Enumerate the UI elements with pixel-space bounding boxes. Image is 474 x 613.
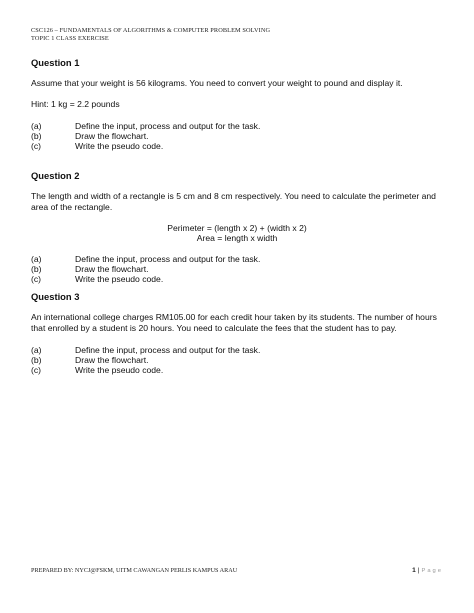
task-item — [31, 254, 443, 264]
task-label: (a) — [31, 253, 42, 264]
task-text: Write the pseudo code. — [75, 365, 164, 376]
task-item — [31, 141, 443, 151]
task-label: (a) — [31, 120, 42, 131]
question-2-tasks — [31, 254, 443, 285]
question-2-section — [31, 170, 443, 285]
task-label: (c) — [31, 274, 42, 285]
task-text: Write the pseudo code. — [75, 141, 164, 152]
question-3-text: An international college charges RM105.00 for each credit hour taken by its students. The number of hours that enrolled by a student is 20 hours. You need to calculate the fees that the student has to pay. — [31, 312, 437, 334]
task-text: Write the pseudo code. — [75, 274, 164, 285]
area-formula: Area = length x width — [196, 233, 278, 244]
task-text: Define the input, process and output for the task. — [75, 253, 261, 264]
task-label: (c) — [31, 365, 42, 376]
task-text: Define the input, process and output for the task. — [75, 120, 261, 131]
formula-block — [31, 223, 443, 244]
question-2-text: The length and width of a rectangle is 5 cm and 8 cm respectively. You need to calculate the perimeter and area of the rectangle. — [31, 191, 436, 213]
page-separator: | — [417, 567, 420, 574]
task-text: Draw the flowchart. — [75, 355, 149, 366]
question-1-section — [31, 57, 443, 152]
exercise-title: TOPIC 1 CLASS EXERCISE — [31, 35, 109, 42]
question-1-tasks — [31, 121, 443, 152]
question-3-title: Question 3 — [31, 291, 80, 302]
task-text: Define the input, process and output for the task. — [75, 344, 261, 355]
task-item — [31, 355, 443, 365]
task-label: (c) — [31, 141, 42, 152]
task-label: (b) — [31, 131, 42, 142]
question-3-tasks — [31, 345, 443, 376]
question-1-text: Assume that your weight is 56 kilograms. You need to convert your weight to pound and display it. — [31, 78, 403, 89]
page-indicator — [412, 567, 443, 574]
task-item — [31, 131, 443, 141]
page-number: 1 — [412, 567, 416, 574]
task-item — [31, 274, 443, 284]
question-3-section — [31, 291, 443, 376]
page-word: Page — [421, 568, 443, 574]
task-item — [31, 345, 443, 355]
task-text: Draw the flowchart. — [75, 264, 149, 275]
question-1-hint: Hint: 1 kg = 2.2 pounds — [31, 99, 120, 110]
task-label: (b) — [31, 264, 42, 275]
task-text: Draw the flowchart. — [75, 131, 149, 142]
course-title: CSC126 – FUNDAMENTALS OF ALGORITHMS & COMPUTER PROBLEM SOLVING — [31, 27, 271, 34]
task-item — [31, 264, 443, 274]
task-label: (a) — [31, 344, 42, 355]
question-2-title: Question 2 — [31, 170, 80, 181]
document-header — [31, 27, 270, 43]
question-1-title: Question 1 — [31, 57, 80, 68]
task-item — [31, 365, 443, 375]
document-footer — [31, 567, 443, 574]
prepared-by-text: PREPARED BY: NYCJ@FSKM, UITM CAWANGAN PERLIS KAMPUS ARAU — [31, 567, 238, 574]
task-item — [31, 121, 443, 131]
task-label: (b) — [31, 355, 42, 366]
perimeter-formula: Perimeter = (length x 2) + (width x 2) — [167, 222, 307, 233]
